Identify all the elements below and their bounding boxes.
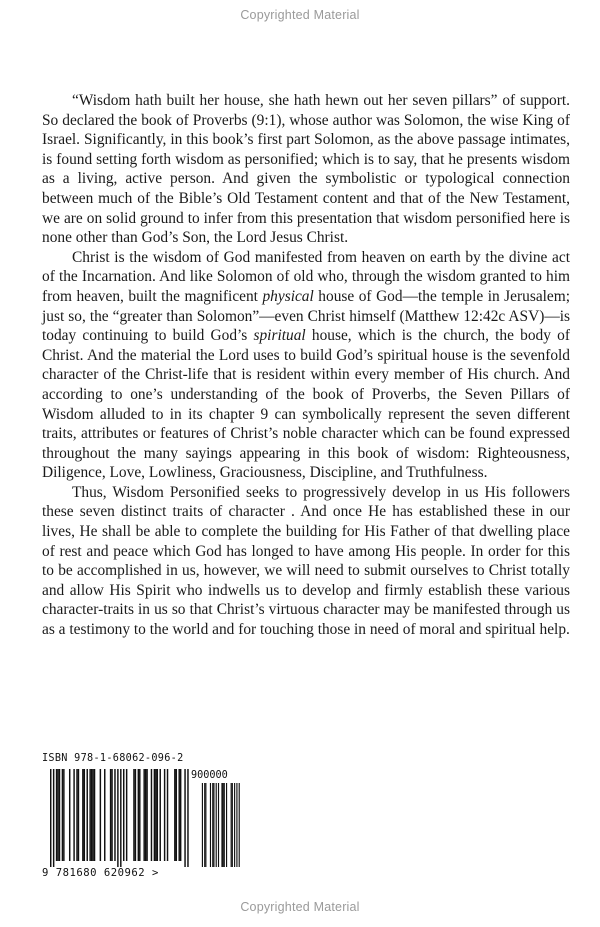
barcode-bar [160, 769, 161, 861]
addon-bar [212, 783, 213, 867]
barcode-bar [154, 769, 155, 861]
addon-bar [213, 783, 214, 867]
addon-bar [210, 783, 211, 867]
barcode-bar [114, 769, 115, 861]
barcode-bar [178, 769, 179, 861]
barcode-bar [146, 769, 147, 861]
barcode-bar [84, 769, 85, 861]
barcode-bar [143, 769, 144, 861]
barcode-bar [145, 769, 146, 861]
barcode-bar [126, 769, 127, 861]
isbn-label: ISBN 978-1-68062-096-2 [42, 753, 184, 764]
addon-bar [218, 783, 219, 867]
barcode-bar [69, 769, 70, 861]
barcode-bar [62, 769, 63, 861]
price-addon-label: 900000 [191, 770, 228, 781]
barcode-bar [111, 769, 112, 861]
barcode-bar [82, 769, 83, 861]
addon-bar [223, 783, 224, 867]
addon-bar [231, 783, 232, 867]
addon-bar [221, 783, 222, 867]
barcode-bar [184, 769, 185, 867]
barcode-bar [57, 769, 58, 861]
barcode-bar [155, 769, 156, 861]
barcode-bar [176, 769, 177, 861]
barcode-bar [56, 769, 57, 861]
barcode-bar [91, 769, 92, 861]
barcode-bar [157, 769, 158, 861]
barcode-bar [174, 769, 175, 861]
barcode-bar [167, 769, 168, 861]
addon-bar [205, 783, 206, 867]
barcode-bar [100, 769, 101, 861]
barcode-bar [133, 769, 134, 861]
paragraph-3: Thus, Wisdom Personified seeks to progressively develop in us His followers these seven distinct traits of character . And once He has established these in our lives, He shall be able to complete the building for His Father of that dwelling place of rest and peace which God has longed to have among His people. In order for this to be accomplished in us, however, we will need to submit ourselves to Christ totally and allow His Spirit who indwells us to develop and firmly establish these various character-traits in us so that Christ’s virtuous character may be manifested through us as a testimony to the world and for touching those in need of moral and spiritual help. [42, 483, 570, 639]
addon-bar [234, 783, 235, 867]
barcode-bar [104, 769, 105, 861]
barcode-bar [87, 769, 88, 861]
barcode-bar [120, 769, 121, 867]
addon-bar [232, 783, 233, 867]
addon-bar [224, 783, 225, 867]
barcode-bar [123, 769, 124, 861]
barcode-bar [92, 769, 93, 861]
paragraph-2: Christ is the wisdom of God manifested from heaven on earth by the divine act of the Incarnation. And like Solomon of old who, through the wisdom granted to him from heaven, built the magnificent physical house of God—the temple in Jerusalem; just so, the “greater than Solomon”—even Christ himself (Matthew 12:42c ASV)—is today continuing to build God’s spiritual house, which is the church, the body of Christ. And the material the Lord uses to build God’s spiritual house is the sevenfold character of the Christ-life that is resident within every member of His church. And according to one’s understanding of the book of Proverbs, the Seven Pillars of Wisdom alluded to in its chapter 9 can symbolically represent the seven different traits, attributes or features of Christ’s noble character which can be found expressed throughout the many sayings appearing in this book of wisdom: Righteousness, Diligence, Love, Lowliness, Graciousness, Discipline, and Truthfulness. [42, 248, 571, 482]
barcode-bar [151, 769, 152, 861]
barcode-bar [164, 769, 165, 861]
barcode-bar [73, 769, 74, 861]
addon-bar [236, 783, 237, 867]
barcode-bar [138, 769, 139, 861]
barcode-bar [53, 769, 54, 867]
addon-bar [204, 783, 205, 867]
barcode-bar [78, 769, 79, 861]
addon-bar [239, 783, 240, 867]
addon-bar [226, 783, 227, 867]
barcode-bar [117, 769, 118, 867]
back-cover-text [42, 91, 570, 640]
isbn-barcode [42, 753, 242, 883]
barcode-bar [50, 769, 51, 867]
barcode-bar [63, 769, 64, 861]
paragraph-1: “Wisdom hath built her house, she hath hewn out her seven pillars” of support. So declared the book of Proverbs (9:1), whose author was Solomon, the wise King of Israel. Significantly, in this book’s first part Solomon, as the above passage intimates, is found setting forth wisdom as personified; which is to say, that he presents wisdom as a living, active person. And given the symbolistic or typological connection between much of the Bible’s Old Testament content and that of the New Testament, we are on solid ground to infer from this presentation that wisdom personified here is none other than God’s Son, the Lord Jesus Christ. [42, 92, 570, 247]
emphasis-spiritual: spiritual [253, 327, 306, 345]
barcode-bar [180, 769, 181, 861]
barcode-bar [59, 769, 60, 861]
emphasis-physical: physical [262, 287, 314, 305]
copyright-watermark-top: Copyrighted Material [240, 8, 360, 22]
barcode-bar [135, 769, 136, 861]
addon-bar [216, 783, 217, 867]
barcode-bar [94, 769, 95, 861]
barcode-bar [89, 769, 90, 861]
copyright-watermark-bottom: Copyrighted Material [240, 900, 360, 914]
barcode-digits: 9 781680 620962 > [42, 867, 159, 879]
barcode-graphic [42, 767, 242, 869]
barcode-bar [76, 769, 77, 861]
barcode-bar [187, 769, 188, 867]
addon-bar [202, 783, 203, 867]
barcode-bar [139, 769, 140, 861]
barcode-bar [110, 769, 111, 861]
